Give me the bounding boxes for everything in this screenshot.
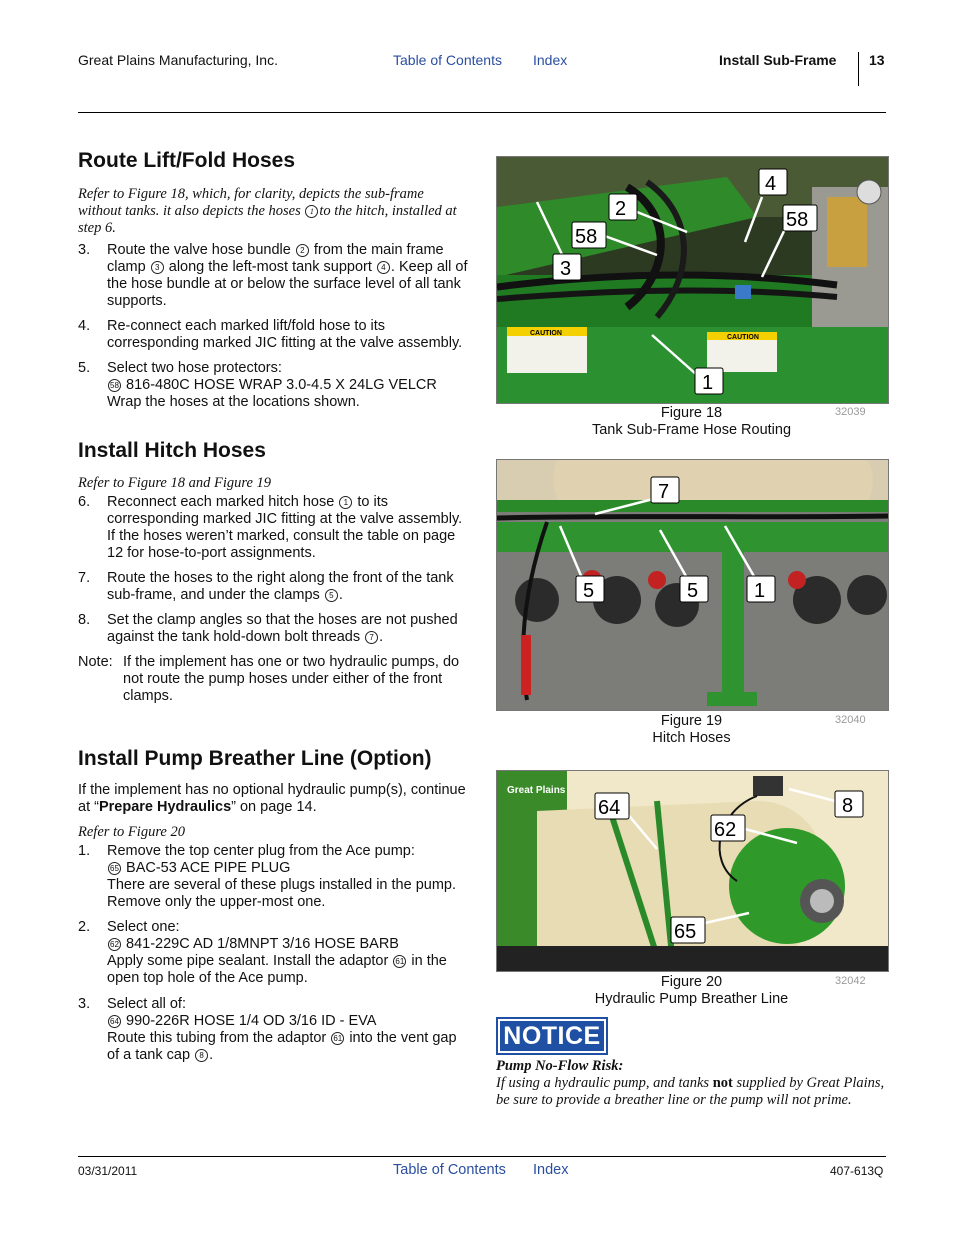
heading-route-lift-fold-hoses: Route Lift/Fold Hoses xyxy=(78,149,295,172)
index-link-footer[interactable]: Index xyxy=(533,1162,569,1178)
company-name: Great Plains Manufacturing, Inc. xyxy=(78,52,278,68)
index-link-header[interactable]: Index xyxy=(533,52,568,68)
s1-intro: Refer to Figure 18, which, for clarity, depicts the sub-frame without tanks. it also depicts the hoses 1 to the hitch, installed at step 6. xyxy=(78,186,457,236)
header-rule xyxy=(78,112,886,113)
notice-badge: NOTICE xyxy=(496,1017,608,1055)
s3-paragraph: If the implement has no optional hydraulic pump(s), continue at “Prepare Hydraulics” on page 14. xyxy=(78,782,466,815)
brand-decal: Great Plains xyxy=(507,785,566,796)
fig18-callout-58-right: 58 xyxy=(786,209,809,231)
step-5: 5. Select two hose protectors: 58 816-480C HOSE WRAP 3.0-4.5 X 24LG VELCR Wrap the hoses at the locations shown. xyxy=(78,360,437,410)
step-6: 6. Reconnect each marked hitch hose 1 to its corresponding marked JIC fitting at the valve assembly. If the hoses weren’t marked, consult the table on page 12 for hose-to-port assignments. xyxy=(78,494,463,561)
section-title: Install Sub-Frame xyxy=(719,52,837,68)
step-7: 7. Route the hoses to the right along the front of the tank sub-frame, and under the clamps 5 . xyxy=(78,570,454,603)
heading-install-hitch-hoses: Install Hitch Hoses xyxy=(78,439,266,462)
footer-date: 03/31/2011 xyxy=(78,1164,138,1178)
pump-step-3: 3. Select all of: 64 990-226R HOSE 1/4 OD 3/16 ID - EVA Route this tubing from the adaptor 61 into the vent gap of a tank cap 8 . xyxy=(78,996,457,1063)
fig19-callout-5-right: 5 xyxy=(687,580,699,602)
fig19-callout-1: 1 xyxy=(754,580,766,602)
caution-decal-1: CAUTION xyxy=(530,330,562,337)
step-4: 4. Re-connect each marked lift/fold hose to its corresponding marked JIC fitting at the valve assembly. xyxy=(78,318,463,351)
figure-19-image xyxy=(496,459,889,711)
fig19-callout-5-left: 5 xyxy=(583,580,595,602)
step-8: 8. Set the clamp angles so that the hoses are not pushed against the tank hold-down bolt threads 7 . xyxy=(78,612,458,645)
fig18-callout-4: 4 xyxy=(765,173,777,195)
s2-intro: Refer to Figure 18 and Figure 19 xyxy=(78,475,272,491)
fig20-callout-62: 62 xyxy=(714,819,737,841)
note: Note: If the implement has one or two hydraulic pumps, do not route the pump hoses under either of the front clamps. xyxy=(78,654,460,704)
figure-19-code: 32040 xyxy=(835,714,866,726)
figure-18-caption: Figure 18 Tank Sub-Frame Hose Routing xyxy=(591,405,792,438)
notice-title: Pump No-Flow Risk: xyxy=(496,1058,624,1074)
pump-step-1: 1. Remove the top center plug from the Ace pump: 65 BAC-53 ACE PIPE PLUG There are several of these plugs installed in the pump. Remove only the upper-most one. xyxy=(78,843,457,910)
page-number: 13 xyxy=(869,52,885,68)
step-3: 3. Route the valve hose bundle 2 from the main frame clamp 3 along the left-most tank support 4 . Keep all of the hose bundle at or below the surface level of all tank supports. xyxy=(78,242,468,309)
footer-doc-number: 407-613Q xyxy=(830,1164,884,1178)
fig20-callout-65: 65 xyxy=(674,921,697,943)
figure-20-caption: Figure 20 Hydraulic Pump Breather Line xyxy=(594,974,789,1007)
toc-link-footer[interactable]: Table of Contents xyxy=(393,1162,506,1178)
fig18-callout-58-left: 58 xyxy=(575,226,598,248)
header-divider xyxy=(858,52,859,86)
link-prepare-hydraulics: Prepare Hydraulics xyxy=(98,799,232,815)
figure-18-image xyxy=(496,156,889,404)
figure-20-code: 32042 xyxy=(835,975,866,987)
notice-text: If using a hydraulic pump, and tanks not supplied by Great Plains, be sure to provide a breather line or the pump will not prime. xyxy=(496,1075,885,1108)
fig18-callout-2: 2 xyxy=(615,198,627,220)
fig20-callout-8: 8 xyxy=(842,795,854,817)
footer-rule xyxy=(78,1156,886,1157)
figure-20-image xyxy=(496,770,889,972)
fig20-callout-64: 64 xyxy=(598,797,621,819)
pump-step-2: 2. Select one: 62 841-229C AD 1/8MNPT 3/16 HOSE BARB Apply some pipe sealant. Install the adaptor 61 in the open top hole of the Ace pump. xyxy=(78,919,447,986)
figure-18-code: 32039 xyxy=(835,406,866,418)
heading-install-pump-breather-line: Install Pump Breather Line (Option) xyxy=(78,747,432,770)
caution-decal-2: CAUTION xyxy=(727,334,759,341)
fig18-callout-3: 3 xyxy=(560,258,572,280)
fig18-callout-1: 1 xyxy=(702,372,714,394)
toc-link-header[interactable]: Table of Contents xyxy=(393,52,502,68)
s3-intro: Refer to Figure 20 xyxy=(78,824,185,840)
figure-19-caption: Figure 19 Hitch Hoses xyxy=(652,713,731,746)
fig19-callout-7: 7 xyxy=(658,481,670,503)
